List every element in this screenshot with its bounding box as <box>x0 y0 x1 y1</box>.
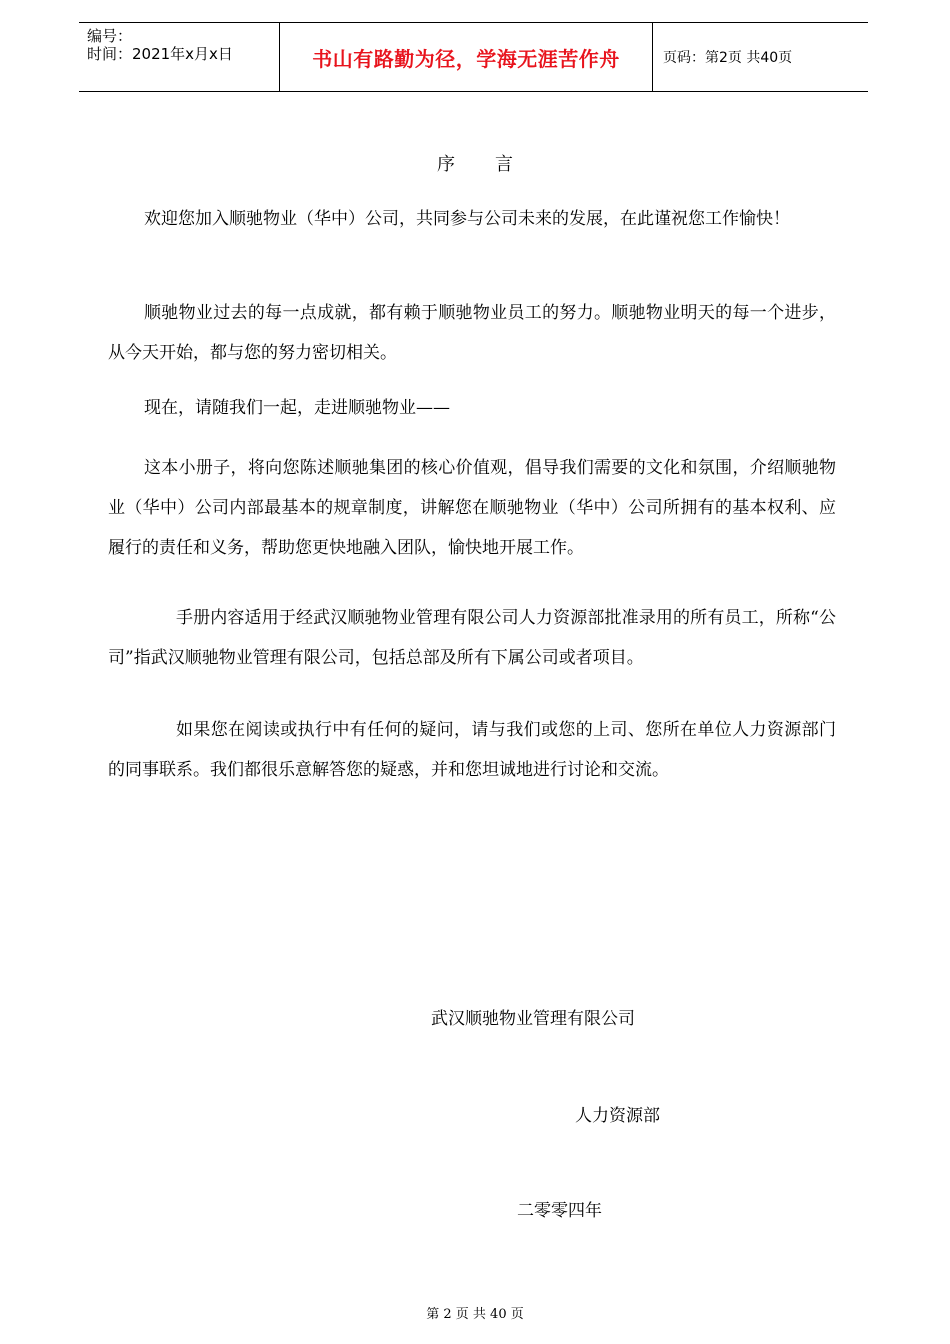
page-footer: 第 2 页 共 40 页 <box>426 1307 524 1322</box>
header-meta <box>79 23 280 91</box>
paragraph-booklet: 这本小册子，将向您陈述顺驰集团的核心价值观，倡导我们需要的文化和氛围，介绍顺驰物业（华中）公司内部最基本的规章制度，讲解您在顺驰物业（华中）公司所拥有的基本权利、应履行的责任和义务，帮助您更快地融入团队，愉快地开展工作。 <box>108 458 836 558</box>
document-title <box>0 150 950 176</box>
paragraph-achievement: 顺驰物业过去的每一点成就，都有赖于顺驰物业员工的努力。顺驰物业明天的每一个进步，从今天开始，都与您的努力密切相关。 <box>108 303 836 363</box>
document-time-label: 时间：2021年x月x日 <box>87 45 233 63</box>
header-page-info: 页码：第2页 共40页 <box>663 50 793 66</box>
title-right: 言 <box>495 154 513 175</box>
signature-year: 二零零四年 <box>517 1201 602 1221</box>
signature-company: 武汉顺驰物业管理有限公司 <box>431 1009 635 1029</box>
paragraph-scope: 手册内容适用于经武汉顺驰物业管理有限公司人力资源部批准录用的所有员工，所称“公司”指武汉顺驰物业管理有限公司，包括总部及所有下属公司或者项目。 <box>108 608 836 668</box>
signature-department: 人力资源部 <box>575 1106 660 1126</box>
header-motto: 书山有路勤为径，学海无涯苦作舟 <box>280 23 653 91</box>
header-table <box>79 22 868 92</box>
paragraph-welcome: 欢迎您加入顺驰物业（华中）公司，共同参与公司未来的发展，在此谨祝您工作愉快！ <box>144 209 790 229</box>
paragraph-contact: 如果您在阅读或执行中有任何的疑问，请与我们或您的上司、您所在单位人力资源部门的同事联系。我们都很乐意解答您的疑惑，并和您坦诚地进行讨论和交流。 <box>108 720 836 780</box>
title-left: 序 <box>437 154 455 175</box>
document-number-label: 编号： <box>87 27 133 45</box>
paragraph-invitation: 现在，请随我们一起，走进顺驰物业—— <box>144 398 450 418</box>
